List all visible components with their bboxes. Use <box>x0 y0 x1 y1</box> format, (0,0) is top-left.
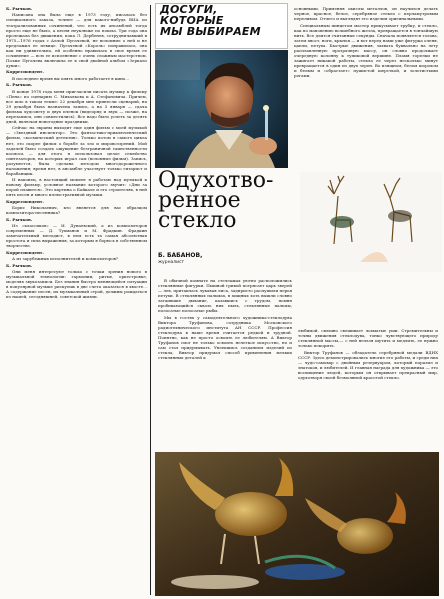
glass-roosters-photo <box>155 452 439 596</box>
craftsman-photo-image <box>155 50 288 168</box>
glass-deer-figurines <box>300 172 442 272</box>
right-text-column-top <box>294 6 438 176</box>
paragraph: Борис Николаевич, кто является для вас образцом композитора-песенника? <box>6 205 147 216</box>
paragraph: И наконец, в настоящий момент я работаю над музыкой к новому фильму, условное название которого звучит: «Дни за порой плавится». Это картина о Байкале и его строителях, в ней пять песен и много иллюстративной музыки. <box>6 177 147 198</box>
center-text-column <box>158 278 292 448</box>
article-title <box>158 168 298 233</box>
paragraph-speaker: Б. Рычков. <box>6 82 33 88</box>
paragraph: Из «классиков» — И. Дунаевский, а из композиторов современных — Д. Тухманов и М. Фрадкин. Фрадкин замечательный мелодист, в нем есть та самая абсолютная простота и сила выражения, за которым я борюсь в собственном творчестве. <box>6 223 147 249</box>
article-title-line: Одухотво- <box>158 168 274 193</box>
paragraph-speaker: Корреспондент. <box>6 69 44 75</box>
paragraph: любимой, смешно свешивает лохматые уши. Стремительны и точны движения стеклодува, тонко чувствующего природу стеклянной массы,— с ней нельзя шутить и медлить, ее нужно только покорить. <box>298 328 438 349</box>
author-role: журналист <box>158 260 185 265</box>
author-name: Б. БАБАНОВ, <box>158 252 203 259</box>
paragraph: Они меня интересуют только с точки зрения нового в музыкальной технологии: гармонии, ритме, оркестровке, моделях звукозаписи. Без знания быстро меняющейся ситуации в популярной музыке рискуешь в две счета оказаться в хвосте... А содержание песен, их музыкальный строй, должны рождаться из нашей, сегодняшней, советской жизни. <box>6 269 147 300</box>
article-title-line: ренное <box>158 188 241 213</box>
craftsman-photo <box>155 50 288 168</box>
paragraph: В обычной комнате на стеллажах уютно расположились стеклянные фигурки. Пышной гривой потрясает царь зверей — лев, притаилась лукавая лиса, задиристо распушили перья петухи. В стеклянных пальмах, в хищных хоть вышли словно затаившие дыхание, казавшись с трудом, помня пробивающийся сквозь них пыль, стеклянные пальмы, полосатые полосатые рыбы. <box>158 278 292 314</box>
paragraph-speaker: Корреспондент. <box>6 249 44 255</box>
section-heading <box>160 4 282 37</box>
right-text-column-bottom <box>298 328 438 448</box>
paragraph: Виктор Труфанов — обладатель серебряной медали ВДНХ СССР. Здесь демонстрировались многие его работы, и среди них — чудо-самовар с двойным резервуаром, который поразил и знатоков, и любителей. И главная награда для художника — это восхищение людей, которым он открывает прекрасный мир, одухотворя своей безмолвной красотой стекло. <box>298 349 438 380</box>
article-title-line: стекло <box>158 208 237 233</box>
paragraph: Специальным пинцетом мастер прикусывает трубку, и стекло, как по мановению волшебного жезла, превращается в тончайшую нить. Все длится считанные секунды. Сначала появляется голова, затем хвост, ноги, крылья — и вот перед нами уже фигурка оленя, цапли, петуха. Быстрые движения, захвата буквально на лету расплавленную прозрачную массу, он словно продолжает очередную колонну к тупиковой вершине. Пламя горелки не зажигает никакой работы, стекла ее через несколько минут превращается в один из двух зерен. Во изящном, белом шорохом и белым и «обрастает» пушистой шерсткой, и золотистыми рогами. <box>294 22 438 78</box>
section-heading-line: МЫ ВЫБИРАЕМ <box>160 25 261 38</box>
paragraph: А из зарубежных исполнителей и композиторов? <box>12 256 119 262</box>
section-heading-line: ДОСУГИ, КОТОРЫЕ <box>160 3 224 27</box>
paragraph: Сейчас на экраны выходит еще один фильм с моей музыкой — «Звездный инспектор». Это фантастико-приключенческий фильм, «космический детектив». Только потом я самого цикла нет, это скорее фильм о борьбе за зло и мировоззрений. Мой задачей было создать ощущение безграничной таинственности космоса — для этого я использовал целое семейство синтезаторов, на которых играл сам (вспомнил фильм). Запись, разумеется, была сделана методом многодорожечного наложения; время нет, в ансамбле участвует только гитарист и барабанщик. <box>6 125 147 176</box>
paragraph: В последнее время вы опять много работаете в кино... <box>12 75 130 81</box>
paragraph: В конце 1978 года меня пригласили писать музыку к фильму «Пена» по сценарию С. Михалкова и А. Стефановича. Причем, все шло в таком темпе: 22 декабря мне принесли сценарий, на 29 декабря была назначена запись, а на 3 января — сдача фильма худсовету и двух пленок (видеоряд и звук — позже, на перезаписи, они совместились). Все надо было успеть за десять дней, включая новогодние праздники. <box>6 88 147 124</box>
left-text-column <box>6 6 147 594</box>
paragraph: Мы в гостях у самодеятельного художника-стеклодува Виктора Труфанова, сотрудника Московского радиотехнического института АН СССР. Профессия стеклодува в наше время считается редкой и трудной. Понятно, как не просто освоить ее любителям. А Виктор Труфанов смог не только освоить нелегкое искусство, но и сам стал придумывать. Увлекшись созданием изделий из стекла, Виктор придумал способ применения мелких стеклянных деталей к <box>158 314 292 361</box>
paragraph-speaker: Б. Рычков. <box>6 262 33 268</box>
paragraph-speaker: Корреспондент. <box>6 198 44 204</box>
column-divider <box>150 5 151 595</box>
paragraph-speaker: Б. Рычков. <box>6 6 33 11</box>
paragraph-speaker: Б. Рычков. <box>6 216 33 222</box>
paragraph: основными. Применяя окислы металлов, он научился делать черное, красное, белое, серебряное стекло с перламутровым переливом. Отчего и выглядят его изделия оригинальными. <box>294 6 438 22</box>
paragraph: Написана она была еще в 1973 году, писалась без специального заказа, точнее — для какого-нибудь ВИА из театрализованных сочинений, что есть их ансамблей тогда просто еще не было, а песня неуклюже по пошла. Три года она пролежала без движения, пока Л. Дербенев, сотрудничавший в 1975—1976 годах с Аллой Пугачевой, не вспомнил о ней и не предложил ее певице. Пугачевой «Король» понравилась, она как ни удивительно, ей особенно нравилась в свое время ее сочинение — всю ее исполнение с очень сложным мастерством. Позже Пугачева включила ее в свой двойной альбом «Зеркало души». <box>6 12 147 68</box>
